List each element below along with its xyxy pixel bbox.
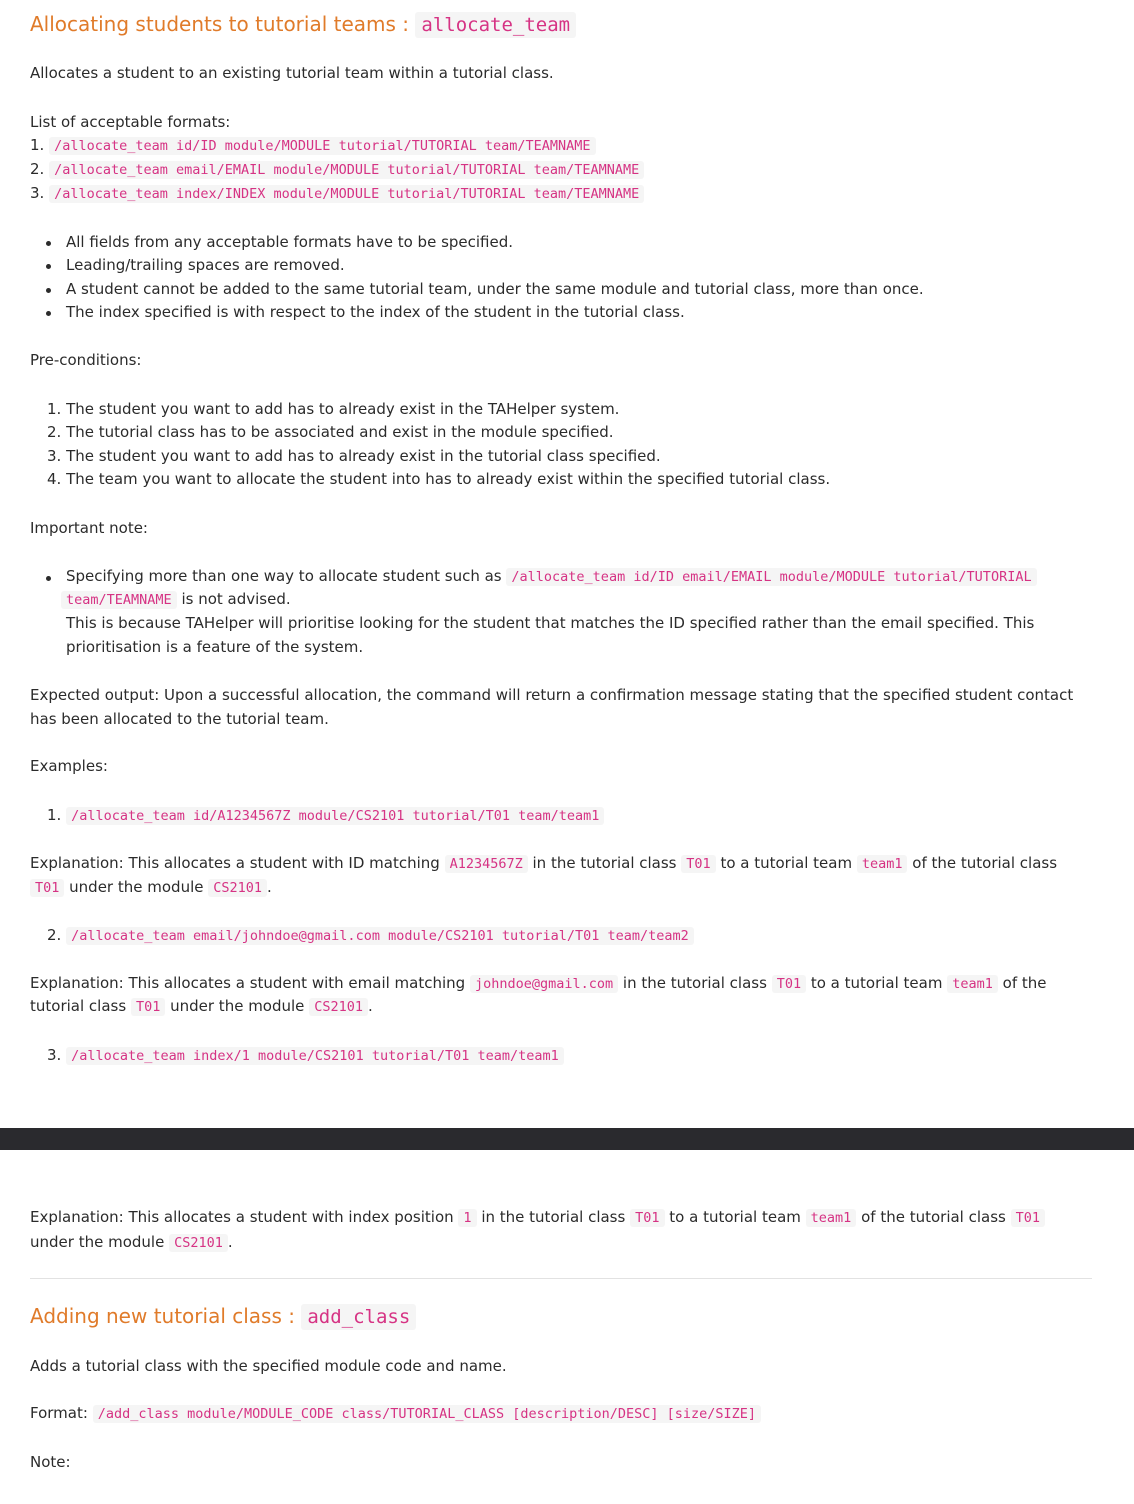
important-note-line: team/TEAMNAME is not advised. (66, 590, 291, 608)
heading-command-code: allocate_team (415, 12, 576, 38)
rule-bullet: All fields from any acceptable formats have to be specified. (66, 233, 514, 251)
format-code: /allocate_team id/ID module/MODULE tutorial/TUTORIAL team/TEAMNAME (49, 137, 595, 155)
page-break-bar (0, 1128, 1134, 1150)
inline-code: T01 (772, 975, 806, 993)
rule-bullet: Leading/trailing spaces are removed. (66, 256, 345, 274)
format-code: /allocate_team index/INDEX module/MODULE tutorial/TUTORIAL team/TEAMNAME (49, 185, 644, 203)
inline-code: team1 (806, 1209, 857, 1227)
precondition-item: 2. The tutorial class has to be associated and exist in the module specified. (47, 423, 614, 441)
rule-bullet: The index specified is with respect to the index of the student in the tutorial class. (66, 303, 685, 321)
bullet-dot (46, 576, 51, 581)
example-code: /allocate_team index/1 module/CS2101 tutorial/T01 team/team1 (66, 1047, 564, 1065)
inline-code: T01 (1011, 1209, 1045, 1227)
example-item: 2. /allocate_team email/johndoe@gmail.com module/CS2101 tutorial/T01 team/team2 (47, 926, 694, 944)
precondition-item: 1. The student you want to add has to already exist in the TAHelper system. (47, 400, 620, 418)
expected-output-line: Expected output: Upon a successful allocation, the command will return a confirmation message stating that the specified student contact (30, 686, 1074, 704)
important-note-line: This is because TAHelper will prioritise looking for the student that matches the ID specified rather than the email specified. This (66, 614, 1035, 632)
rule-bullet: A student cannot be added to the same tutorial team, under the same module and tutorial class, more than once. (66, 280, 924, 298)
bullet-dot (46, 264, 51, 269)
inline-code: team/TEAMNAME (61, 591, 177, 609)
format-item: 1. /allocate_team id/ID module/MODULE tutorial/TUTORIAL team/TEAMNAME (30, 136, 596, 154)
section-description: Allocates a student to an existing tutorial team within a tutorial class. (30, 64, 554, 82)
inline-code: T01 (30, 879, 64, 897)
bullet-dot (46, 288, 51, 293)
section-heading-add-class (30, 1304, 416, 1328)
formats-label: List of acceptable formats: (30, 113, 231, 131)
bullet-dot (46, 311, 51, 316)
inline-code: 1 (458, 1209, 476, 1227)
inline-code: T01 (630, 1209, 664, 1227)
precondition-item: 4. The team you want to allocate the student into has to already exist within the specified tutorial class. (47, 470, 831, 488)
example-item: 3. /allocate_team index/1 module/CS2101 tutorial/T01 team/team1 (47, 1046, 564, 1064)
example-code: /allocate_team email/johndoe@gmail.com module/CS2101 tutorial/T01 team/team2 (66, 927, 694, 945)
inline-code: team1 (947, 975, 998, 993)
inline-code: CS2101 (208, 879, 267, 897)
examples-label: Examples: (30, 757, 108, 775)
section-heading-allocate-team (30, 12, 576, 36)
expected-output-line: has been allocated to the tutorial team. (30, 710, 329, 728)
format-code: /allocate_team email/EMAIL module/MODULE tutorial/TUTORIAL team/TEAMNAME (49, 161, 644, 179)
inline-code: T01 (681, 855, 715, 873)
heading-text: Adding new tutorial class : (30, 1304, 295, 1328)
precondition-item: 3. The student you want to add has to already exist in the tutorial class specified. (47, 447, 661, 465)
inline-code: CS2101 (309, 998, 368, 1016)
example-explanation: Explanation: This allocates a student with index position 1 in the tutorial class T01 to a tutorial team team1 of the tutorial class T01 (30, 1208, 1045, 1226)
example-code: /allocate_team id/A1234567Z module/CS2101 tutorial/T01 team/team1 (66, 807, 604, 825)
format-item: 3. /allocate_team index/INDEX module/MODULE tutorial/TUTORIAL team/TEAMNAME (30, 184, 644, 202)
format-line: Format: /add_class module/MODULE_CODE class/TUTORIAL_CLASS [description/DESC] [size/SIZE] (30, 1404, 761, 1422)
format-item: 2. /allocate_team email/EMAIL module/MODULE tutorial/TUTORIAL team/TEAMNAME (30, 160, 644, 178)
note-label: Note: (30, 1453, 71, 1471)
bullet-dot (46, 241, 51, 246)
section-divider (30, 1278, 1092, 1279)
example-item: 1. /allocate_team id/A1234567Z module/CS2101 tutorial/T01 team/team1 (47, 806, 604, 824)
inline-code: johndoe@gmail.com (470, 975, 618, 993)
example-explanation: under the module CS2101 . (30, 1233, 233, 1251)
inline-code: T01 (131, 998, 165, 1016)
inline-code: CS2101 (169, 1234, 228, 1252)
important-note-line: Specifying more than one way to allocate student such as /allocate_team id/ID email/EMAIL module/MODULE tutorial/TUTORIAL (66, 567, 1037, 585)
example-explanation: Explanation: This allocates a student with ID matching A1234567Z in the tutorial class T01 to a tutorial team team1 of the tutorial class (30, 854, 1058, 872)
inline-code: team1 (857, 855, 908, 873)
example-explanation: Explanation: This allocates a student with email matching johndoe@gmail.com in the tutorial class T01 to a tutorial team team1 of the (30, 974, 1047, 992)
heading-text: Allocating students to tutorial teams : (30, 12, 410, 36)
heading-command-code: add_class (301, 1304, 416, 1330)
preconditions-label: Pre-conditions: (30, 351, 142, 369)
important-label: Important note: (30, 519, 148, 537)
important-note-line: prioritisation is a feature of the system. (66, 638, 364, 656)
example-explanation: tutorial class T01 under the module CS2101 . (30, 997, 373, 1015)
section-description: Adds a tutorial class with the specified module code and name. (30, 1357, 507, 1375)
format-code: /add_class module/MODULE_CODE class/TUTORIAL_CLASS [description/DESC] [size/SIZE] (93, 1405, 761, 1423)
inline-code: A1234567Z (445, 855, 528, 873)
inline-code: /allocate_team id/ID email/EMAIL module/MODULE tutorial/TUTORIAL (506, 568, 1036, 586)
example-explanation: T01 under the module CS2101 . (30, 878, 272, 896)
